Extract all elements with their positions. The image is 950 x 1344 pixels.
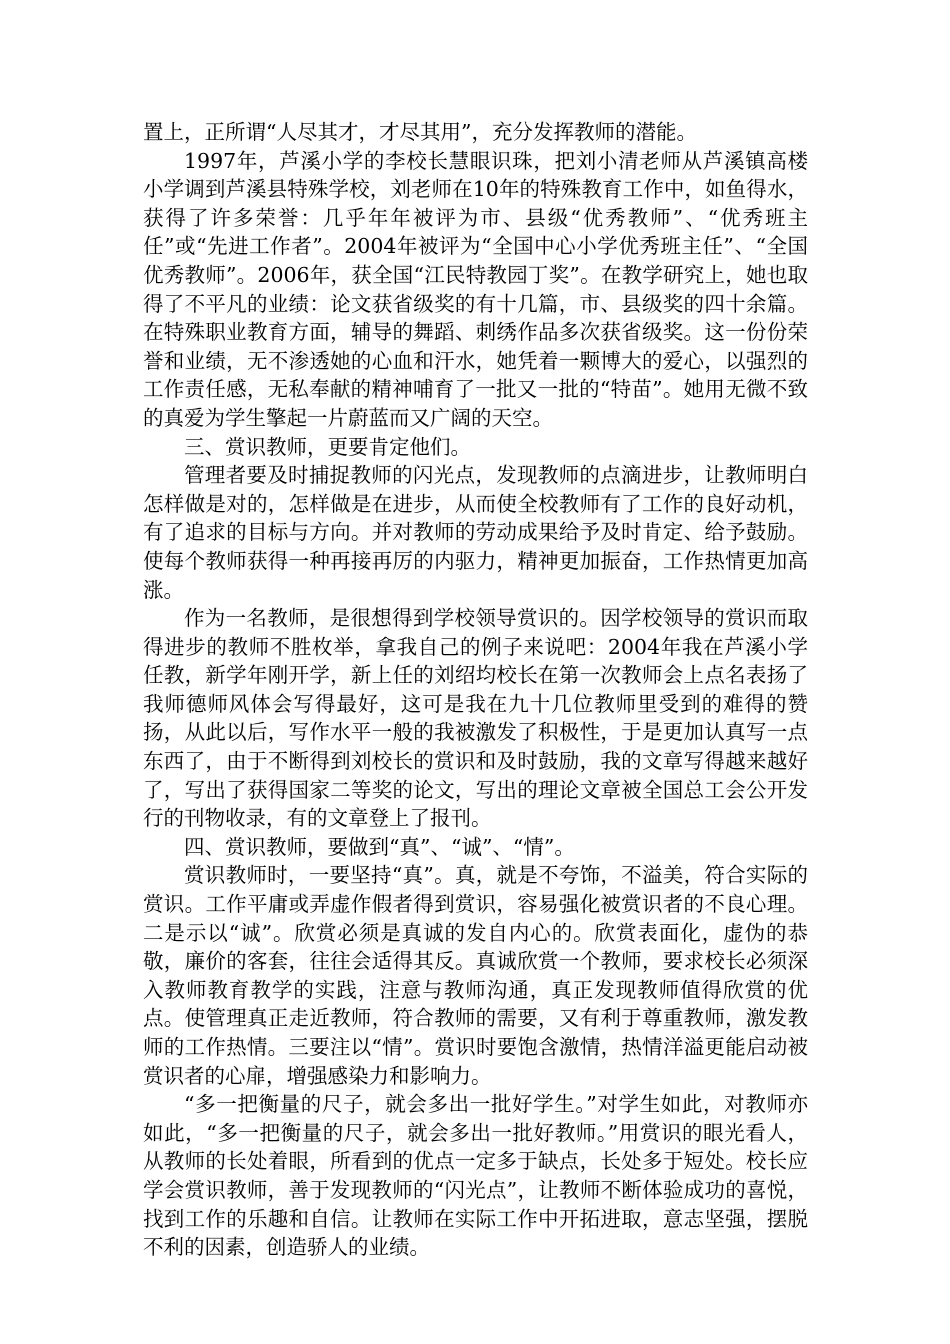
- paragraph-5: 作为一名教师，是很想得到学校领导赏识的。因学校领导的赏识而取得进步的教师不胜枚举，拿我自己的例子来说吧：2004年我在芦溪小学任教，新学年刚开学，新上任的刘绍均校长在第一次教师会上点名表扬了我师德师风体会写得最好，这可是我在九十几位教师里受到的难得的赞扬，从此以后，写作水平一般的我被激发了积极性，于是更加认真写一点东西了，由于不断得到刘校长的赏识和及时鼓励，我的文章写得越来越好了，写出了获得国家二等奖的论文，写出的理论文章被全国总工会公开发行的刊物收录，有的文章登上了报刊。: [143, 606, 808, 831]
- section-heading-3: 三、赏识教师，更要肯定他们。: [184, 434, 471, 459]
- paragraph-4: 管理者要及时捕捉教师的闪光点，发现教师的点滴进步，让教师明白怎样做是对的，怎样做是在进步，从而使全校教师有了工作的良好动机，有了追求的目标与方向。并对教师的劳动成果给予及时肯定、给予鼓励。使每个教师获得一种再接再厉的内驱力，精神更加振奋，工作热情更加高涨。: [143, 463, 808, 602]
- paragraph-2: 1997年，芦溪小学的李校长慧眼识珠，把刘小清老师从芦溪镇高楼小学调到芦溪县特殊学校，刘老师在10年的特殊教育工作中，如鱼得水，获得了许多荣誉：几乎年年被评为市、县级“优秀教师”、“优秀班主任”或“先进工作者”。2004年被评为“全国中心小学优秀班主任”、“全国优秀教师”。2006年，获全国“江民特教园丁奖”。在教学研究上，她也取得了不平凡的业绩：论文获省级奖的有十几篇，市、县级奖的四十余篇。在特殊职业教育方面，辅导的舞蹈、刺绣作品多次获省级奖。这一份份荣誉和业绩，无不渗透她的心血和汗水，她凭着一颗博大的爱心，以强烈的工作责任感，无私奉献的精神哺育了一批又一批的“特苗”。她用无微不致的真爱为学生擎起一片蔚蓝而又广阔的天空。: [143, 148, 808, 430]
- section-heading-4: 四、赏识教师，要做到“真”、“诚”、“情”。: [184, 834, 575, 859]
- document-page: [143, 118, 808, 1262]
- paragraph-8: “多一把衡量的尺子，就会多出一批好学生。”对学生如此，对教师亦如此，“多一把衡量的尺子，就会多出一批好教师。”用赏识的眼光看人，从教师的长处着眼，所看到的优点一定多于缺点，长处多于短处。校长应学会赏识教师，善于发现教师的“闪光点”，让教师不断体验成功的喜悦，找到工作的乐趣和自信。让教师在实际工作中开拓进取，意志坚强，摆脱不利的因素，创造骄人的业绩。: [143, 1092, 808, 1260]
- paragraph-1: 置上，正所谓“人尽其才，才尽其用”，充分发挥教师的潜能。: [143, 120, 697, 144]
- paragraph-7: 赏识教师时，一要坚持“真”。真，就是不夸饰，不溢美，符合实际的赏识。工作平庸或弄虚作假者得到赏识，容易强化被赏识者的不良心理。二是示以“诚”。欣赏必须是真诚的发自内心的。欣赏表面化，虚伪的恭敬，廉价的客套，往往会适得其反。真诚欣赏一个教师，要求校长必须深入教师教育教学的实践，注意与教师沟通，真正发现教师值得欣赏的优点。使管理真正走近教师，符合教师的需要，又有利于尊重教师，激发教师的工作热情。三要注以“情”。赏识时要饱含激情，热情洋溢更能启动被赏识者的心扉，增强感染力和影响力。: [143, 863, 808, 1088]
